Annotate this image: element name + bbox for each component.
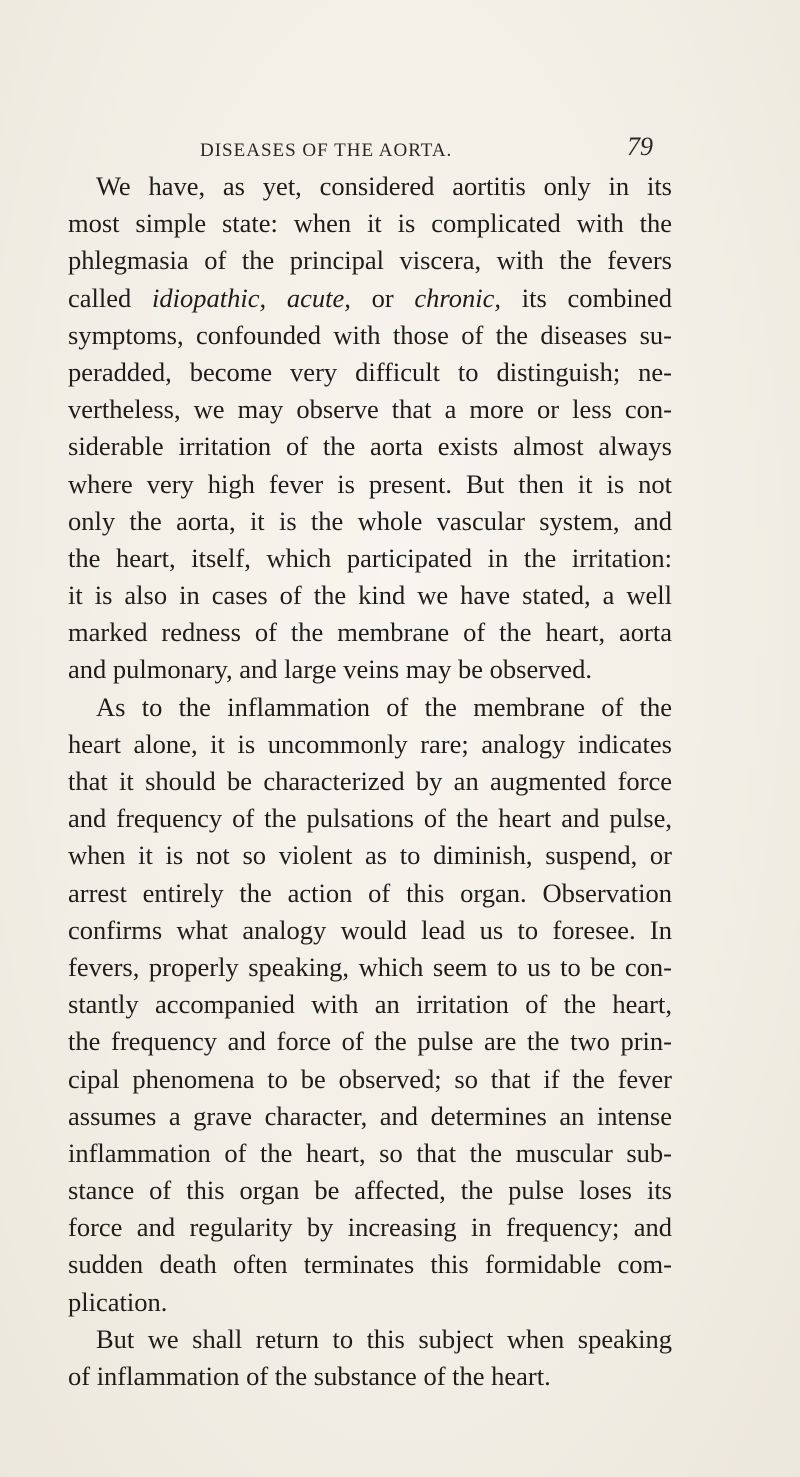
- page-number: 79: [627, 132, 653, 161]
- text-line: only the aorta, it is the whole vascular system, and: [68, 505, 672, 536]
- text-line: cipal phenomena to be observed; so that if the fever: [68, 1063, 672, 1094]
- text-line: We have, as yet, considered aortitis only in its: [96, 171, 672, 201]
- text-line: and pulmonary, and large veins may be observed.: [68, 654, 592, 685]
- paragraph: [68, 689, 672, 1321]
- text-line: the heart, itself, which participated in the irritation:: [68, 542, 672, 573]
- text-line: fevers, properly speaking, which seem to us to be con-: [68, 951, 672, 982]
- text-line: inflammation of the heart, so that the muscular sub-: [68, 1137, 672, 1168]
- text-line: it is also in cases of the kind we have stated, a well: [68, 580, 672, 611]
- paragraph: [68, 168, 672, 689]
- text-line: the frequency and force of the pulse are the two prin-: [68, 1026, 672, 1057]
- text-line: and frequency of the pulsations of the heart and pulse,: [68, 803, 672, 834]
- body-text: [68, 168, 672, 1395]
- text-line: stance of this organ be affected, the pulse loses its: [68, 1175, 672, 1206]
- text-line: vertheless, we may observe that a more or less con-: [68, 394, 672, 425]
- italic-term: chronic,: [414, 282, 501, 313]
- text-line: siderable irritation of the aorta exists almost always: [68, 431, 672, 462]
- text-line: plication.: [68, 1286, 168, 1317]
- text-line: when it is not so violent as to diminish, suspend, or: [68, 840, 672, 871]
- text-line: phlegmasia of the principal viscera, with the fevers: [68, 245, 672, 276]
- text-line: called idiopathic, acute, or chronic, its combined: [68, 282, 672, 313]
- text-line: sudden death often terminates this formidable com-: [68, 1249, 672, 1280]
- text-line: assumes a grave character, and determines an intense: [68, 1100, 672, 1131]
- text-line: But we shall return to this subject when speaking: [96, 1323, 672, 1354]
- text-line: symptoms, confounded with those of the diseases su-: [68, 319, 672, 350]
- paragraph: [68, 1321, 672, 1395]
- text-line: heart alone, it is uncommonly rare; analogy indicates: [68, 728, 672, 759]
- text-line: force and regularity by increasing in frequency; and: [68, 1212, 672, 1243]
- text-line: As to the inflammation of the membrane of the: [96, 691, 672, 722]
- text-line: that it should be characterized by an augmented force: [68, 766, 672, 796]
- text-line: most simple state: when it is complicated with the: [68, 208, 672, 239]
- text-line: stantly accompanied with an irritation of the heart,: [68, 989, 672, 1020]
- italic-term: idiopathic, acute,: [152, 282, 351, 313]
- text-line: confirms what analogy would lead us to foresee. In: [68, 914, 672, 945]
- running-head: DISEASES OF THE AORTA.: [200, 140, 453, 161]
- text-line: arrest entirely the action of this organ. Observation: [68, 877, 672, 908]
- text-line: where very high fever is present. But then it is not: [68, 468, 672, 499]
- text-line: of inflammation of the substance of the heart.: [68, 1361, 551, 1391]
- text-line: peradded, become very difficult to distinguish; ne-: [68, 356, 672, 387]
- text-line: marked redness of the membrane of the heart, aorta: [68, 617, 672, 648]
